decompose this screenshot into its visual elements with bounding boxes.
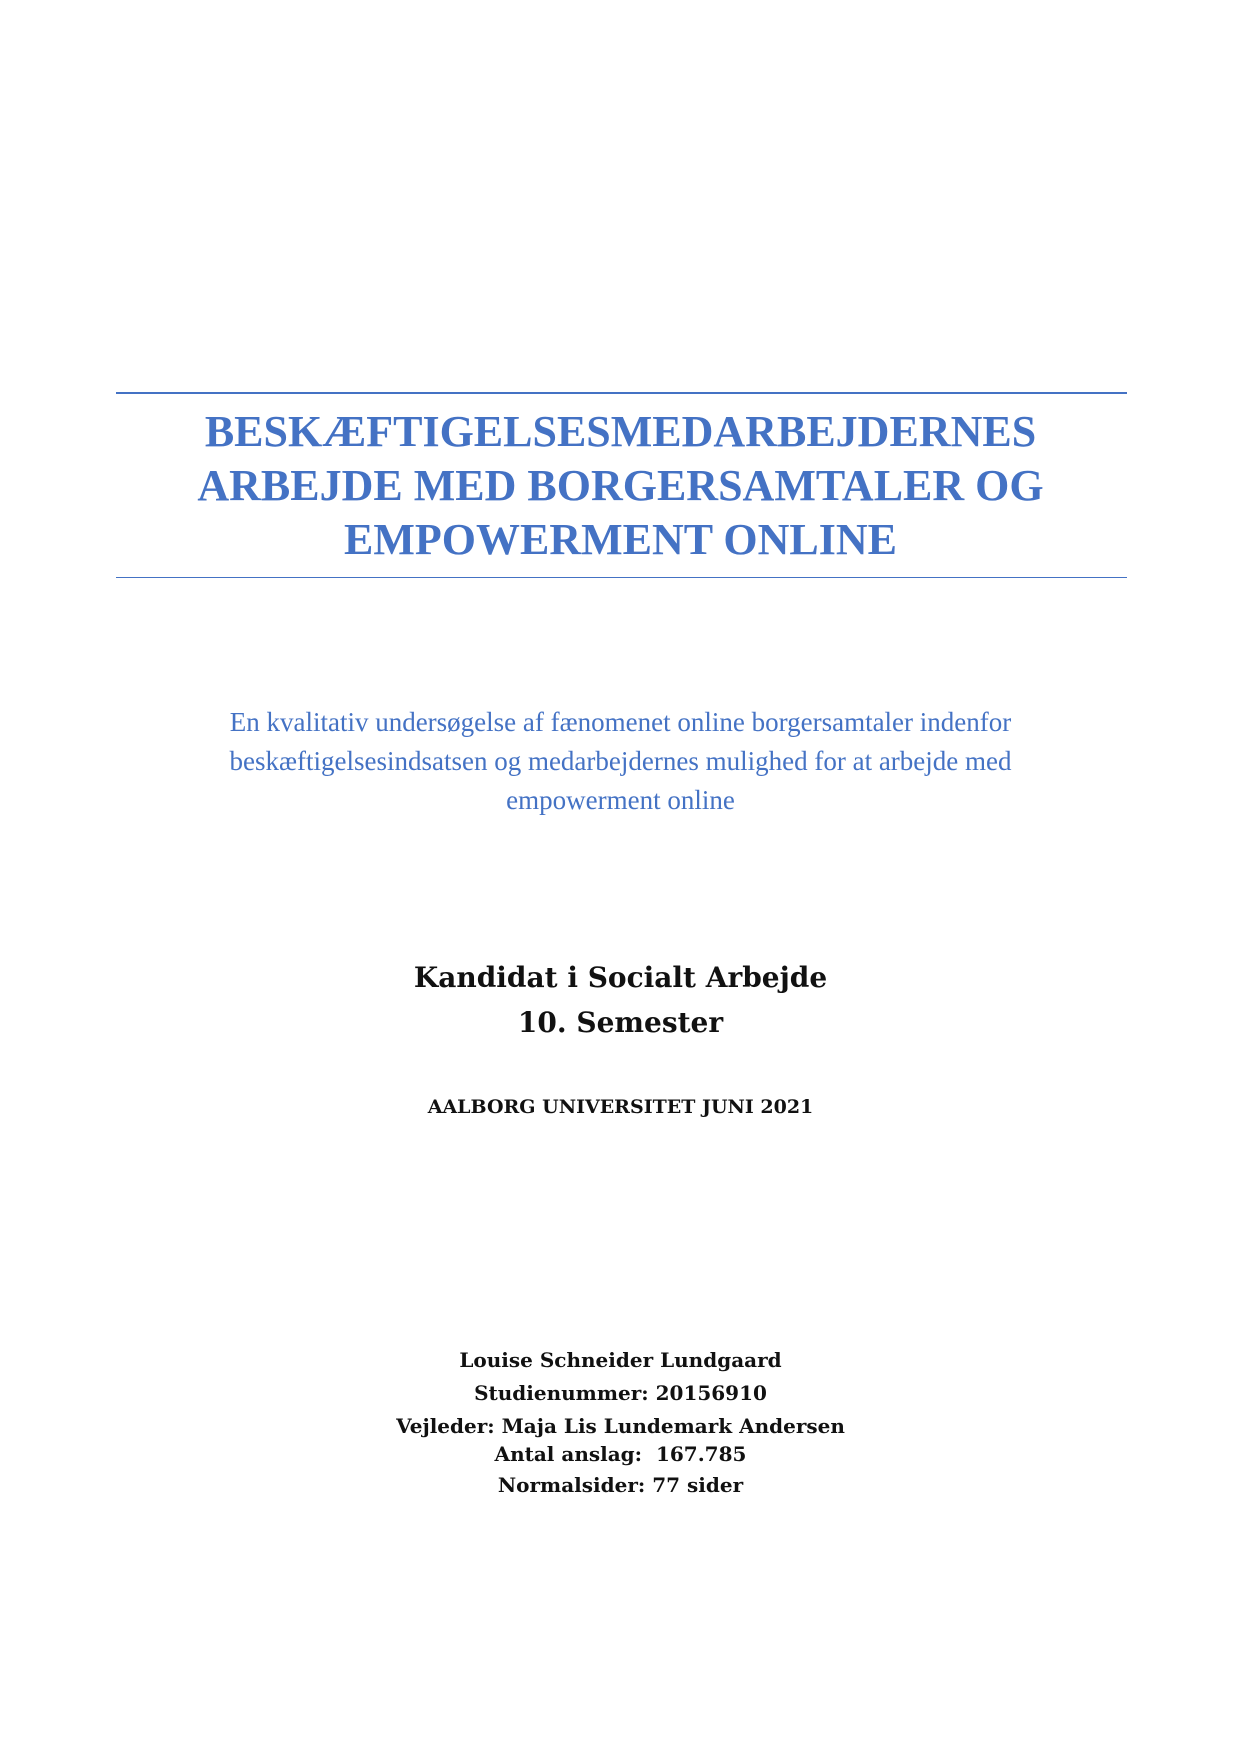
supervisor: Vejleder: Maja Lis Lundemark Andersen [396,1414,845,1438]
title-bottom-rule [116,577,1127,578]
title-line: EMPOWERMENT ONLINE [344,515,897,564]
document-title [0,405,1241,567]
title-line: ARBEJDE MED BORGERSAMTALER OG [197,461,1044,510]
normal-pages: Normalsider: 77 sider [497,1473,744,1497]
subtitle-line: En kvalitativ undersøgelse af fænomenet online borgersamtaler indenfor [229,707,1012,737]
semester: 10. Semester [517,1006,724,1039]
subtitle-line: empowerment online [506,785,735,815]
title-top-rule [116,392,1127,394]
author-info [0,1345,1241,1501]
subtitle [0,703,1241,820]
degree-block [0,955,1241,1045]
author-name: Louise Schneider Lundgaard [459,1348,782,1372]
title-line: BESKÆFTIGELSESMEDARBEJDERNES [204,407,1037,456]
subtitle-line: beskæftigelsesindsatsen og medarbejdernes mulighed for at arbejde med [229,746,1012,776]
university-date: AALBORG UNIVERSITET JUNI 2021 [427,1096,814,1118]
student-number: Studienummer: 20156910 [474,1381,767,1405]
character-count: Antal anslag: 167.785 [494,1442,747,1466]
degree: Kandidat i Socialt Arbejde [413,961,828,994]
